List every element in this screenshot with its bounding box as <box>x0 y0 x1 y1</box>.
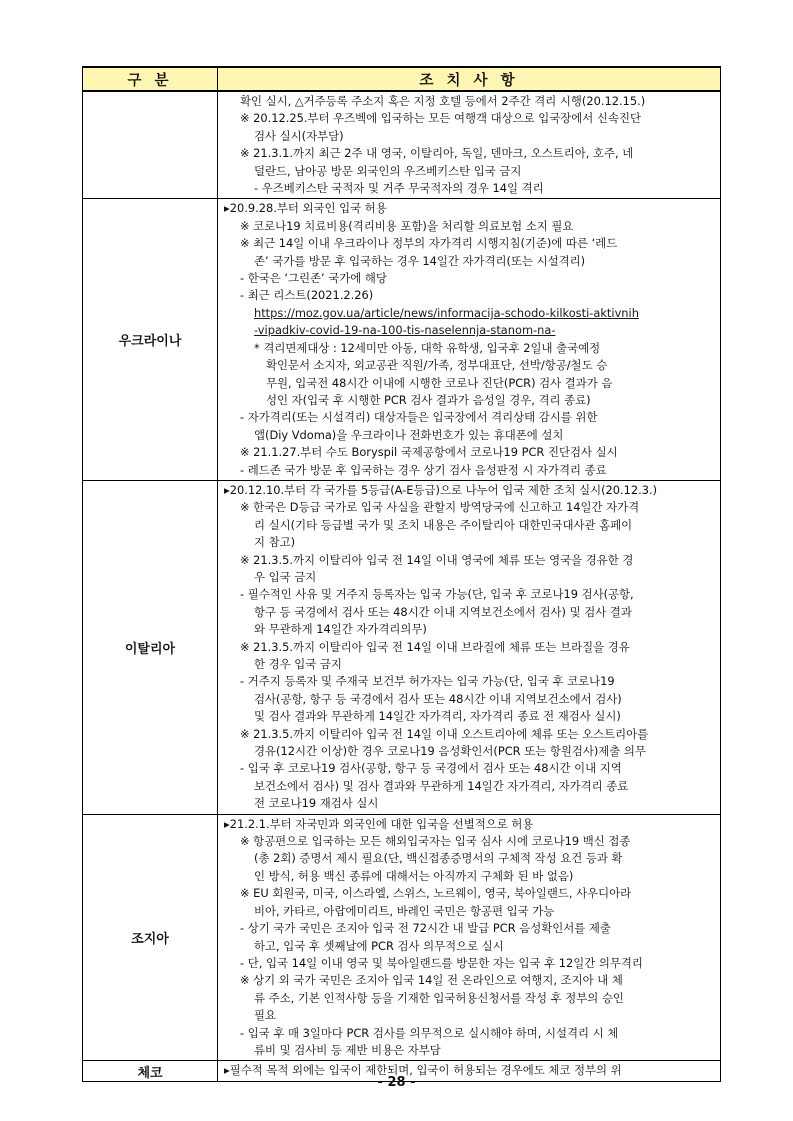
measure-line: ※ 상기 외 국가 국민은 조지아 입국 14일 전 온라인으로 여행지, 조지아 내 체 <box>240 973 623 988</box>
measures-table <box>82 66 721 1082</box>
measure-line: 우 입국 금지 <box>254 569 317 584</box>
measure-line <box>224 305 716 322</box>
header-category: 구 분 <box>83 67 218 91</box>
country-cell: 우크라이나 <box>83 199 218 481</box>
measure-line: ※ 21.3.1.까지 최근 2주 내 영국, 이탈리아, 독일, 덴마크, 오스트리아, 호주, 네 <box>240 146 634 161</box>
measure-line: ※ EU 회원국, 미국, 이스라엘, 스위스, 노르웨이, 영국, 북아일랜드, 사우디아라 <box>240 886 632 901</box>
measure-line: 검사 실시(자부담) <box>254 128 344 143</box>
measures-cell <box>218 199 721 481</box>
measure-line: 류 주소, 기본 인적사항 등을 기재한 입국허용신청서를 작성 후 정부의 승인 <box>254 990 624 1005</box>
measure-line: ▸20.12.10.부터 각 국가를 5등급(A-E등급)으로 나누어 입국 제한 조치 실시(20.12.3.) <box>224 482 658 497</box>
measure-line: ※ 21.3.5.까지 이탈리아 입국 전 14일 이내 영국에 체류 또는 영국을 경유한 경 <box>240 552 634 567</box>
measure-line <box>224 322 716 339</box>
reference-link[interactable]: https://moz.gov.ua/article/news/informacija-schodo-kilkosti-aktivnih <box>254 305 639 320</box>
table-row <box>83 814 721 1061</box>
table-row <box>83 480 721 814</box>
measure-line: * 격리면제대상 : 12세미만 아동, 대학 유학생, 입국후 2일내 출국예정 <box>254 340 601 355</box>
page-number: - 28 - <box>377 1075 416 1090</box>
country-cell: 조지아 <box>83 814 218 1061</box>
measure-line: ※ 21.1.27.부터 수도 Boryspil 국제공항에서 코로나19 PCR 진단검사 실시 <box>240 445 618 460</box>
measure-line: 류비 및 검사비 등 제반 비용은 자부담 <box>254 1042 441 1057</box>
measure-line: - 단, 입국 14일 이내 영국 및 북아일랜드를 방문한 자는 입국 후 12일간 의무격리 <box>240 955 643 970</box>
measure-line: ※ 21.3.5.까지 이탈리아 입국 전 14일 이내 오스트리아에 체류 또는 오스트리아를 <box>240 726 649 741</box>
measure-line: 성인 자(입국 후 시행한 PCR 검사 결과가 음성일 경우, 격리 종료) <box>266 392 591 407</box>
measure-line: ※ 최근 14일 이내 우크라이나 정부의 자가격리 시행지침(기준)에 따른 ‘레드 <box>240 236 618 251</box>
measure-line: 및 검사 결과와 무관하게 14일간 자가격리, 자가격리 종료 전 재검사 실시) <box>254 709 621 724</box>
measure-line: 무원, 입국전 48시간 이내에 시행한 코로나 진단(PCR) 검사 결과가 음 <box>266 375 613 390</box>
measure-line: 전 코로나19 재검사 실시 <box>254 796 379 811</box>
measure-line: ※ 코로나19 치료비용(격리비용 포함)을 처리할 의료보험 소지 필요 <box>240 218 574 233</box>
country-cell: 이탈리아 <box>83 480 218 814</box>
measure-line: - 입국 후 매 3일마다 PCR 검사를 의무적으로 실시해야 하며, 시설격리 시 체 <box>240 1025 619 1040</box>
measure-line: 와 무관하게 14일간 자가격리의무) <box>254 622 427 637</box>
country-cell: 체코 <box>83 1061 218 1081</box>
measures-cell <box>218 480 721 814</box>
table-row <box>83 91 721 199</box>
measure-line: 항구 등 국경에서 검사 또는 48시간 이내 지역보건소에서 검사) 및 검사 결과 <box>254 604 632 619</box>
measure-line: ※ 20.12.25.부터 우즈벡에 입국하는 모든 여행객 대상으로 입국장에서 신속진단 <box>240 111 641 126</box>
measure-line: 확인 실시, △거주등록 주소지 혹은 지정 호텔 등에서 2주간 격리 시행(20.12.15.) <box>240 94 646 108</box>
measure-line: 검사(공항, 항구 등 국경에서 검사 또는 48시간 이내 지역보건소에서 검사) <box>254 691 622 706</box>
measure-line: (총 2회) 증명서 제시 필요(단, 백신접종증명서의 구체적 작성 요건 등과 확 <box>254 851 623 866</box>
measure-line: - 레드존 국가 방문 후 입국하는 경우 상기 검사 음성판정 시 자가격리 종료 <box>240 462 607 477</box>
measure-line: - 자가격리(또는 시설격리) 대상자들은 입국장에서 격리상태 감시를 위한 <box>240 410 598 425</box>
measure-line: ▸필수적 목적 외에는 입국이 제한되며, 입국이 허용되는 경우에도 체코 정부의 위 <box>224 1063 622 1078</box>
measure-line: - 필수적인 사유 및 거주지 등록자는 입국 가능(단, 입국 후 코로나19 검사(공항, <box>240 587 634 602</box>
measure-line: ▸21.2.1.부터 자국민과 외국인에 대한 입국을 선별적으로 허용 <box>224 816 534 831</box>
measure-line: - 최근 리스트(2021.2.26) <box>240 288 374 303</box>
measure-line: 경유(12시간 이상)한 경우 코로나19 음성확인서(PCR 또는 항원검사)제출 의무 <box>254 744 646 759</box>
measure-line: 인 방식, 허용 백신 종류에 대해서는 아직까지 구체화 된 바 없음) <box>254 868 574 883</box>
header-measures: 조 치 사 항 <box>218 67 721 91</box>
measures-cell <box>218 91 721 199</box>
measure-line: 하고, 입국 후 셋째날에 PCR 검사 의무적으로 실시 <box>254 938 504 953</box>
measure-line: 비아, 카타르, 아랍에미리트, 바레인 국민은 항공편 입국 가능 <box>254 903 555 918</box>
measure-line: ※ 21.3.5.까지 이탈리아 입국 전 14일 이내 브라질에 체류 또는 브라질을 경유 <box>240 639 630 654</box>
measure-line: 존’ 국가를 방문 후 입국하는 경우 14일간 자가격리(또는 시설격리) <box>254 253 586 268</box>
measure-line: 지 참고) <box>254 535 296 550</box>
measure-line: ※ 항공편으로 입국하는 모든 해외입국자는 입국 심사 시에 코로나19 백신 접종 <box>240 834 631 849</box>
measure-line: 필요 <box>254 1008 277 1023</box>
measure-line: - 상기 국가 국민은 조지아 입국 전 72시간 내 발급 PCR 음성확인서를 제출 <box>240 921 611 936</box>
measure-line: - 입국 후 코로나19 검사(공항, 항구 등 국경에서 검사 또는 48시간 이내 지역 <box>240 761 622 776</box>
country-cell <box>83 91 218 199</box>
reference-link[interactable]: -vipadkiv-covid-19-na-100-tis-naselennja-stanom-na- <box>254 323 556 338</box>
measure-line: ▸20.9.28.부터 외국인 입국 허용 <box>224 201 387 216</box>
measure-line: 리 실시(기타 등급별 국가 및 조치 내용은 주이탈리아 대한민국대사관 홈페이 <box>254 517 633 532</box>
measure-line: - 거주지 등록자 및 주재국 보건부 허가자는 입국 가능(단, 입국 후 코로나19 <box>240 674 615 689</box>
measure-line: 보건소에서 검사) 및 검사 결과와 무관하게 14일간 자가격리, 자가격리 종료 <box>254 778 629 793</box>
measure-line: 앱(Diy Vdoma)을 우크라이나 전화번호가 있는 휴대폰에 설치 <box>254 427 564 442</box>
table-header-row <box>83 67 721 91</box>
measure-line: - 우즈베키스탄 국적자 및 거주 무국적자의 경우 14일 격리 <box>254 181 544 196</box>
measure-line: 확인문서 소지자, 외교공관 직원/가족, 정부대표단, 선박/항공/철도 승 <box>266 358 608 373</box>
measure-line: - 한국은 ‘그린존’ 국가에 해당 <box>240 271 387 286</box>
measure-line: 덜란드, 남아공 방문 외국인의 우즈베키스탄 입국 금지 <box>254 163 522 178</box>
measure-line: ※ 한국은 D등급 국가로 입국 사실을 관할지 방역당국에 신고하고 14일간 자가격 <box>240 500 640 515</box>
table-row <box>83 199 721 481</box>
measures-cell <box>218 814 721 1061</box>
measure-line: 한 경우 입국 금지 <box>254 657 342 671</box>
